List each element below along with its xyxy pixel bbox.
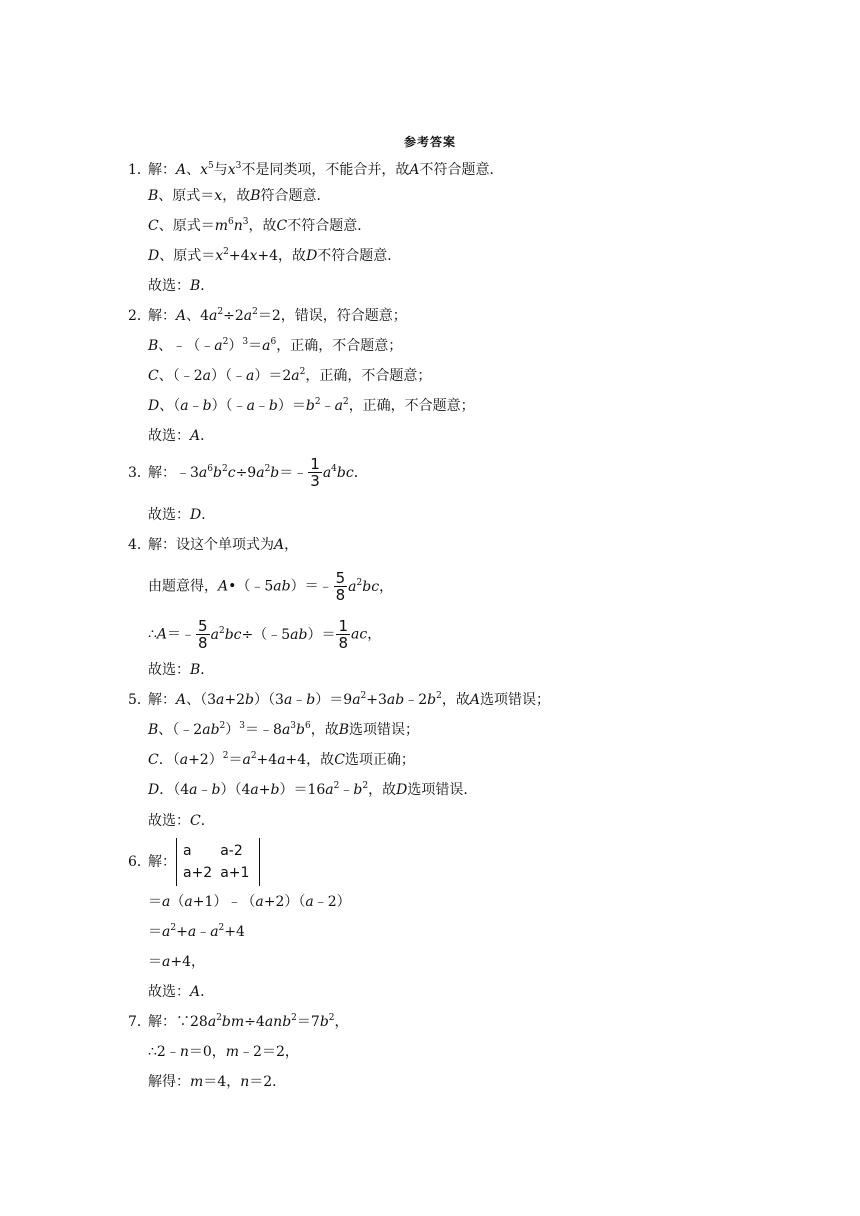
q7-number: 7．	[128, 1014, 151, 1030]
q6-text-4: ＝a+4，	[148, 954, 205, 970]
q7-text-1: 解：$\because 28a^2bm\div 4anb^2=7b^2$，	[148, 1013, 349, 1030]
q2-number: 2．	[128, 308, 151, 324]
q2-text-3: C、$(﹣2a)(﹣a)=2a^2$，正确，不合题意；	[148, 367, 432, 384]
q6-number: 6．	[128, 854, 151, 870]
q2-text-1: 解：A、$4a^2\div 2a^2=2$，错误，符合题意；	[148, 307, 407, 324]
q7-text-2: ∴2﹣n＝0，m﹣2＝2，	[148, 1044, 299, 1060]
q1-line-3	[148, 216, 371, 236]
page-title: 参考答案	[403, 135, 456, 149]
q1-text-2: B、原式＝x，故B符合题意．	[148, 188, 331, 204]
q5-line-4	[148, 780, 477, 800]
q1-line-2	[148, 186, 331, 206]
q1-text-1: 解：A、$x^5$与$x^3$不是同类项，不能合并，故A不符合题意．	[148, 161, 504, 178]
q5-answer-text: 故选：C．	[148, 813, 215, 829]
q1-text-3: C、原式$=m^6n^3$，故C不符合题意．	[148, 217, 372, 234]
q4-text-3-post: ac，	[351, 626, 382, 643]
q4-frac3-num: 1	[338, 617, 349, 635]
q4-frac1-den: 8	[335, 586, 346, 604]
q4-line-2	[148, 570, 393, 603]
q3-answer-text: 故选：D．	[148, 507, 216, 523]
q2-answer	[148, 426, 214, 446]
q5-text-3: C．$(a+2)^2=a^2+4a+4$，故C选项正确；	[148, 751, 415, 768]
q3-line-1	[128, 456, 368, 489]
q3-text-post: $a^4bc$．	[322, 463, 368, 481]
q2-line-3	[148, 366, 431, 386]
q4-text-2-post: $a^2bc$，	[348, 577, 394, 595]
q3-frac-num: 1	[310, 455, 320, 473]
q4-text-2-pre: 由题意得，A•（﹣5ab）＝﹣	[148, 578, 333, 595]
q4-frac3-den: 8	[338, 634, 349, 652]
q5-line-3	[148, 750, 415, 770]
q4-line-1	[128, 535, 298, 555]
q4-fraction-1	[334, 570, 348, 603]
q2-answer-text: 故选：A．	[148, 428, 215, 444]
det-cell-12: a-2	[220, 843, 243, 859]
q6-text-2: ＝a（a+1）﹣（a+2）（a﹣2）	[148, 894, 351, 910]
q2-line-4	[148, 396, 475, 416]
q6-line-4	[148, 952, 205, 972]
q1-text-4: D、原式$=x^2+4x+4$，故D不符合题意．	[148, 247, 402, 264]
q2-line-2	[148, 336, 402, 356]
q1-line-4	[148, 246, 401, 266]
q4-frac1-num: 5	[335, 569, 346, 587]
q5-answer	[148, 811, 215, 831]
q4-line-3	[148, 618, 381, 651]
q4-frac2-den: 8	[198, 634, 208, 652]
q1-line-1	[128, 160, 504, 180]
q6-text-3: $=a^2+a﹣a^2+4$	[148, 923, 245, 940]
q1-answer	[148, 276, 214, 296]
q4-text-3-pre: ∴A＝﹣	[148, 626, 196, 643]
q4-text-3-mid: $a^2bc\div(﹣5ab)=$	[210, 625, 336, 643]
q6-answer	[148, 982, 214, 1002]
q5-text-4: D．$(4a﹣b)(4a+b)=16a^2﹣b^2$，故D选项错误．	[148, 781, 478, 798]
q6-answer-text: 故选：A．	[148, 984, 215, 1000]
q3-frac-den: 3	[310, 472, 320, 490]
q7-line-3	[148, 1072, 286, 1092]
q4-text-1: 解：设这个单项式为A，	[148, 537, 299, 553]
q5-text-1: 解：A、$(3a+2b)(3a﹣b)=9a^2+3ab﹣2b^2$，故A选项错误；	[148, 691, 550, 708]
q3-answer	[148, 505, 215, 525]
q4-answer-text: 故选：B．	[148, 662, 215, 678]
q4-number: 4．	[128, 537, 151, 553]
q2-line-1	[128, 306, 407, 326]
q6-lead: 解：	[148, 854, 176, 870]
q7-text-3: 解得：m＝4，n＝2．	[148, 1074, 287, 1090]
q2-text-2: B、$﹣(﹣a^2)^3=a^6$，正确，不合题意；	[148, 337, 403, 354]
q5-number: 5．	[128, 692, 151, 708]
q6-line-2	[148, 892, 351, 912]
det-cell-21: a+2	[183, 865, 213, 881]
q7-line-1	[128, 1012, 349, 1032]
q6-determinant	[176, 838, 260, 886]
q5-text-2: B、$(﹣2ab^2)^3=﹣8a^3b^6$，故B选项错误；	[148, 721, 420, 738]
q6-line-1	[128, 838, 260, 886]
q1-answer-text: 故选：B．	[148, 278, 215, 294]
q6-line-3	[148, 922, 245, 942]
q5-line-2	[148, 720, 419, 740]
q7-line-2	[148, 1042, 299, 1062]
q3-fraction	[308, 456, 322, 489]
q1-number: 1．	[128, 162, 151, 178]
q4-frac2-num: 5	[198, 617, 208, 635]
q5-line-1	[128, 690, 550, 710]
q2-text-4: D、$(a﹣b)(﹣a﹣b)=b^2﹣a^2$，正确，不合题意；	[148, 397, 475, 414]
det-cell-22: a+1	[220, 865, 250, 881]
q3-text-pre: 解：$﹣3a^6b^2c\div 9a^2b=﹣$	[148, 463, 308, 481]
q4-answer	[148, 660, 214, 680]
q4-fraction-3	[336, 618, 350, 651]
q4-fraction-2	[196, 618, 210, 651]
q3-number: 3．	[128, 464, 151, 481]
det-cell-11: a	[183, 843, 192, 859]
